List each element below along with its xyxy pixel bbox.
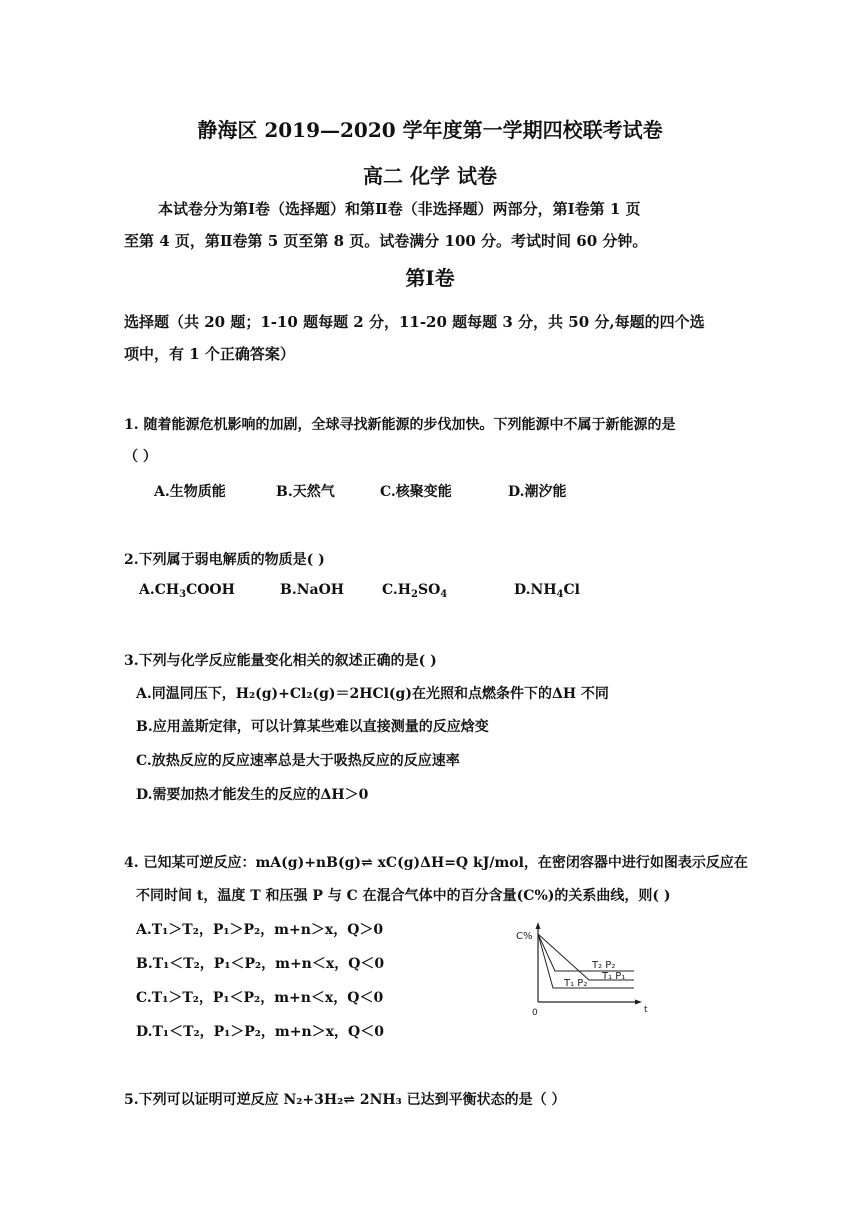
q2-option-b: B.NaOH (280, 582, 344, 598)
graph-x-arrow (635, 1000, 642, 1005)
q2-stem: 2.下列属于弱电解质的物质是( ) (124, 552, 325, 568)
q1-option-d: D.潮汐能 (508, 484, 567, 500)
q1-stem: 1. 随着能源危机影响的加剧，全球寻找新能源的步伐加快。下列能源中不属于新能源的是 (124, 417, 676, 433)
q4-stem-line-1: 4. 已知某可逆反应：mA(g)+nB(g)⇌ xC(g)ΔH=Q kJ/mol，在密闭容器中进行如图表示反应在 (124, 855, 748, 871)
section-title: 第Ⅰ卷 (405, 266, 455, 290)
q4-option-b: B.T₁＜T₂，P₁＜P₂，m+n＜x，Q＜0 (136, 956, 385, 972)
q1-paren: （ ） (124, 449, 157, 465)
q3-option-b: B.应用盖斯定律，可以计算某些难以直接测量的反应焓变 (136, 719, 489, 735)
q1-option-c: C.核聚变能 (380, 484, 452, 500)
graph-y-label: C% (516, 931, 533, 942)
q4-graph (510, 918, 660, 1024)
graph-curve-label-t1p2: T₁ P₂ (564, 978, 588, 989)
graph-curve-label-t2p2: T₂ P₂ (592, 960, 616, 971)
q4-option-a: A.T₁＞T₂，P₁＞P₂，m+n＞x，Q＞0 (136, 922, 384, 938)
q2-option-a: $A.CH_3COOH$ (139, 582, 235, 600)
q3-option-c: C.放热反应的反应速率总是大于吸热反应的反应速率 (136, 753, 460, 769)
graph-x-label: t (644, 1005, 648, 1015)
q2-option-d: $D.NH_4Cl$ (514, 582, 580, 600)
exam-title: 静海区 2019—2020 学年度第一学期四校联考试卷 (197, 118, 663, 142)
q4-option-d: D.T₁＜T₂，P₁＞P₂，m+n＞x，Q＜0 (136, 1024, 384, 1040)
q3-stem: 3.下列与化学反应能量变化相关的叙述正确的是( ) (124, 653, 437, 669)
q3-option-a: A.同温同压下，H₂(g)+Cl₂(g)＝2HCl(g)在光照和点燃条件下的ΔH 不同 (136, 686, 609, 702)
q3-option-d: D.需要加热才能发生的反应的ΔH＞0 (136, 787, 369, 803)
q2-option-c: $C.H_2SO_4$ (382, 582, 448, 600)
q4-option-c: C.T₁＞T₂，P₁＜P₂，m+n＜x，Q＜0 (136, 990, 384, 1006)
intro-line-2: 至第 4 页，第Ⅱ卷第 5 页至第 8 页。试卷满分 100 分。考试时间 60 分钟。 (124, 232, 648, 250)
graph-curve-label-t1p1: T₁ P₁ (602, 971, 626, 982)
q1-option-a: A.生物质能 (154, 484, 226, 500)
intro-line-1: 本试卷分为第Ⅰ卷（选择题）和第Ⅱ卷（非选择题）两部分，第Ⅰ卷第 1 页 (158, 200, 641, 218)
exam-subtitle: 高二 化学 试卷 (363, 164, 497, 188)
graph-origin-label: 0 (532, 1008, 538, 1018)
section-desc-line-1: 选择题（共 20 题；1-10 题每题 2 分，11-20 题每题 3 分，共 50 分,每题的四个选 (124, 313, 705, 331)
curve-t2-p2 (538, 934, 634, 971)
q4-stem-line-2: 不同时间 t，温度 T 和压强 P 与 C 在混合气体中的百分含量(C%)的关系曲线，则( ) (136, 888, 671, 904)
q5-stem: 5.下列可以证明可逆反应 N₂+3H₂⇌ 2NH₃ 已达到平衡状态的是（ ） (124, 1092, 566, 1108)
q1-option-b: B.天然气 (276, 484, 335, 500)
graph-y-arrow (536, 922, 541, 929)
section-desc-line-2: 项中，有 1 个正确答案） (124, 345, 295, 363)
